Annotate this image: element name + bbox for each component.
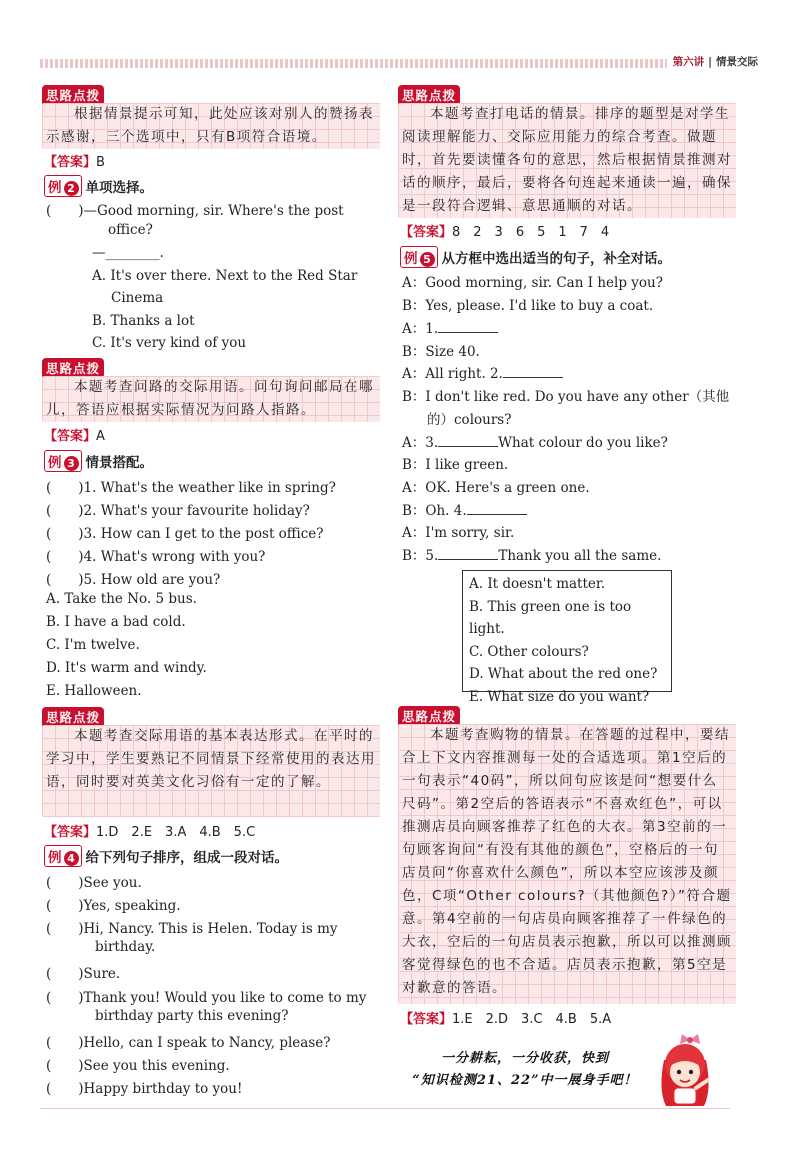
box-option: A. It doesn't matter. [469, 576, 606, 592]
example-title: 给下列句子排序，组成一段对话。 [85, 850, 288, 866]
answer-line [44, 821, 255, 840]
example-heading [44, 845, 288, 867]
answer-blank [503, 365, 563, 378]
question-text: office? [108, 222, 153, 238]
footer-rule [40, 1108, 730, 1109]
example-tag: 例 2 [44, 175, 82, 197]
tip-label: 思路点拨 [42, 707, 104, 728]
match-option: B. I have a bad cold. [46, 614, 186, 630]
tip-label: 思路点拨 [398, 85, 460, 106]
example-number: 3 [64, 456, 79, 471]
answer-label: 【答案】 [44, 825, 97, 840]
match-item: ( )3. How can I get to the post office? [46, 526, 324, 542]
dialogue-line: A：Good morning, sir. Can I help you? [402, 275, 663, 291]
dialogue-line: B：I like green. [402, 457, 509, 473]
dialogue-line: B：Yes, please. I'd like to buy a coat. [402, 298, 654, 314]
answer-line [44, 151, 105, 170]
dialogue-line: A：1. [402, 317, 498, 337]
chapter-title: 情景交际 [716, 56, 758, 68]
order-line: ( )See you. [46, 875, 142, 891]
example-number: 2 [64, 181, 79, 196]
example-heading [400, 246, 671, 268]
mascot-girl-icon [650, 1030, 720, 1110]
example-number: 5 [420, 252, 435, 267]
dialogue-line-cont: 的）colours? [427, 412, 512, 428]
answer-blank [438, 547, 498, 560]
answer-blank [438, 434, 498, 447]
answer-value: 1.E 2.D 3.C 4.B 5.A [452, 1012, 612, 1027]
answer-blank [438, 320, 498, 333]
example-tag: 例 4 [44, 845, 82, 867]
example-heading [44, 450, 153, 472]
tip-box: 本题考查购物的情景。在答题的过程中，要结合上下文内容推测每一处的合适选项。第1空后的一句表示“40码”，所以问句应该是问“想要什么尺码”。第2空后的答语表示“不喜欢红色”，可以推测店员向顾客推荐了红色的大衣。第3空前的一句顾客询问“有没有其他的颜色”，空格后的一句店员问“你喜欢什么颜色”，所以本空应该涉及颜色，C项“Other colours?（其他颜色?）”符合题意。第4空前的一句店员向顾客推荐了一件绿色的大衣，空后的一句店员表示抱歉，所以可以推测顾客觉得绿色的也不合适。店员表示抱歉，第5空是对歉意的答语。 [398, 724, 736, 1004]
answer-value: 8 2 3 6 5 1 7 4 [452, 225, 610, 240]
match-item: ( )5. How old are you? [46, 572, 221, 588]
dialogue-line: B：Size 40. [402, 344, 480, 360]
example-title: 单项选择。 [85, 180, 153, 196]
dialogue-line: A：I'm sorry, sir. [402, 525, 515, 541]
answer-line [400, 1008, 611, 1027]
answer-label: 【答案】 [44, 155, 97, 170]
order-line: ( )Yes, speaking. [46, 898, 181, 914]
order-line: ( )Sure. [46, 966, 121, 982]
option-a-cont: Cinema [111, 290, 164, 306]
answer-label: 【答案】 [400, 225, 453, 240]
box-option: E. What size do you want? [469, 688, 650, 705]
option-b: B. Thanks a lot [92, 313, 195, 329]
dialogue-line: A：All right. 2. [402, 362, 563, 382]
question-blank: —________. [92, 245, 164, 261]
dialogue-line: A：OK. Here's a green one. [402, 480, 590, 496]
answer-line [400, 221, 609, 240]
order-line: ( )See you this evening. [46, 1058, 230, 1074]
match-item: ( )1. What's the weather like in spring? [46, 480, 336, 496]
order-line: ( )Thank you! Would you like to come to my [46, 990, 367, 1006]
example-heading [44, 175, 153, 197]
slogan: 一分耕耘，一分收获，快到 “知识检测21、22”中一展身手吧！ [412, 1051, 638, 1088]
example-title: 情景搭配。 [85, 455, 153, 471]
chapter-label: 第六讲 [672, 56, 705, 68]
running-header: 第六讲 | 情景交际 [667, 54, 764, 69]
tip-box: 本题考查交际用语的基本表达形式。在平时的学习中，学生要熟记不同情景下经常使用的表达用语，同时要对英美文化习俗有一定的了解。 [42, 725, 380, 817]
order-line: ( )Happy birthday to you! [46, 1081, 243, 1097]
tip-box: 根据情景提示可知，此处应该对别人的赞扬表示感谢，三个选项中，只有B项符合语境。 [42, 103, 380, 149]
example-number: 4 [64, 851, 79, 866]
match-option: C. I'm twelve. [46, 637, 140, 653]
option-c: C. It's very kind of you [92, 335, 247, 351]
box-option: C. Other colours? [469, 643, 589, 660]
example-tag: 例 5 [400, 246, 438, 268]
example-tag: 例 3 [44, 450, 82, 472]
match-item: ( )4. What's wrong with you? [46, 549, 266, 565]
match-item: ( )2. What's your favourite holiday? [46, 503, 310, 519]
answer-value: A [96, 429, 105, 444]
dialogue-line: B：5. Thank you all the same. [402, 548, 662, 564]
option-a: A. It's over there. Next to the Red Star [92, 268, 358, 284]
answer-line [44, 425, 105, 444]
order-line: ( )Hello, can I speak to Nancy, please? [46, 1035, 331, 1051]
order-line-cont: birthday. [95, 939, 156, 955]
answer-label: 【答案】 [400, 1012, 453, 1027]
answer-value: B [96, 155, 105, 170]
answer-value: 1.D 2.E 3.A 4.B 5.C [96, 825, 256, 840]
box-option: B. This green one is too light. [469, 598, 632, 637]
tip-label: 思路点拨 [42, 85, 104, 106]
tip-box: 本题考查问路的交际用语。问句询问邮局在哪儿，答语应根据实际情况为问路人指路。 [42, 376, 380, 422]
options-box [462, 570, 672, 705]
dialogue-line: B：I don't like red. Do you have any other（其他 [402, 389, 730, 405]
tip-box: 本题考查打电话的情景。排序的题型是对学生阅读理解能力、交际应用能力的综合考查。做题时，首先要读懂各句的意思，然后根据情景推测对话的顺序，最后，要将各句连起来通读一遍，确保是一段符合逻辑、意思通顺的对话。 [398, 103, 736, 218]
dialogue-line: A：3. What colour do you like? [402, 435, 668, 451]
question-text: ( )—Good morning, sir. Where's the post [46, 203, 344, 219]
header-rule [40, 59, 730, 68]
tip-label: 思路点拨 [398, 706, 460, 727]
order-line-cont: birthday party this evening? [95, 1008, 289, 1024]
answer-blank [467, 502, 527, 515]
dialogue-line: B：Oh. 4. [402, 499, 527, 519]
example-title: 从方框中选出适当的句子，补全对话。 [441, 251, 671, 267]
match-option: E. Halloween. [46, 683, 142, 699]
match-option: A. Take the No. 5 bus. [46, 591, 197, 607]
order-line: ( )Hi, Nancy. This is Helen. Today is my [46, 921, 338, 937]
tip-label: 思路点拨 [42, 358, 104, 379]
box-option: D. What about the red one? [469, 666, 658, 682]
match-option: D. It's warm and windy. [46, 660, 207, 676]
answer-label: 【答案】 [44, 429, 97, 444]
